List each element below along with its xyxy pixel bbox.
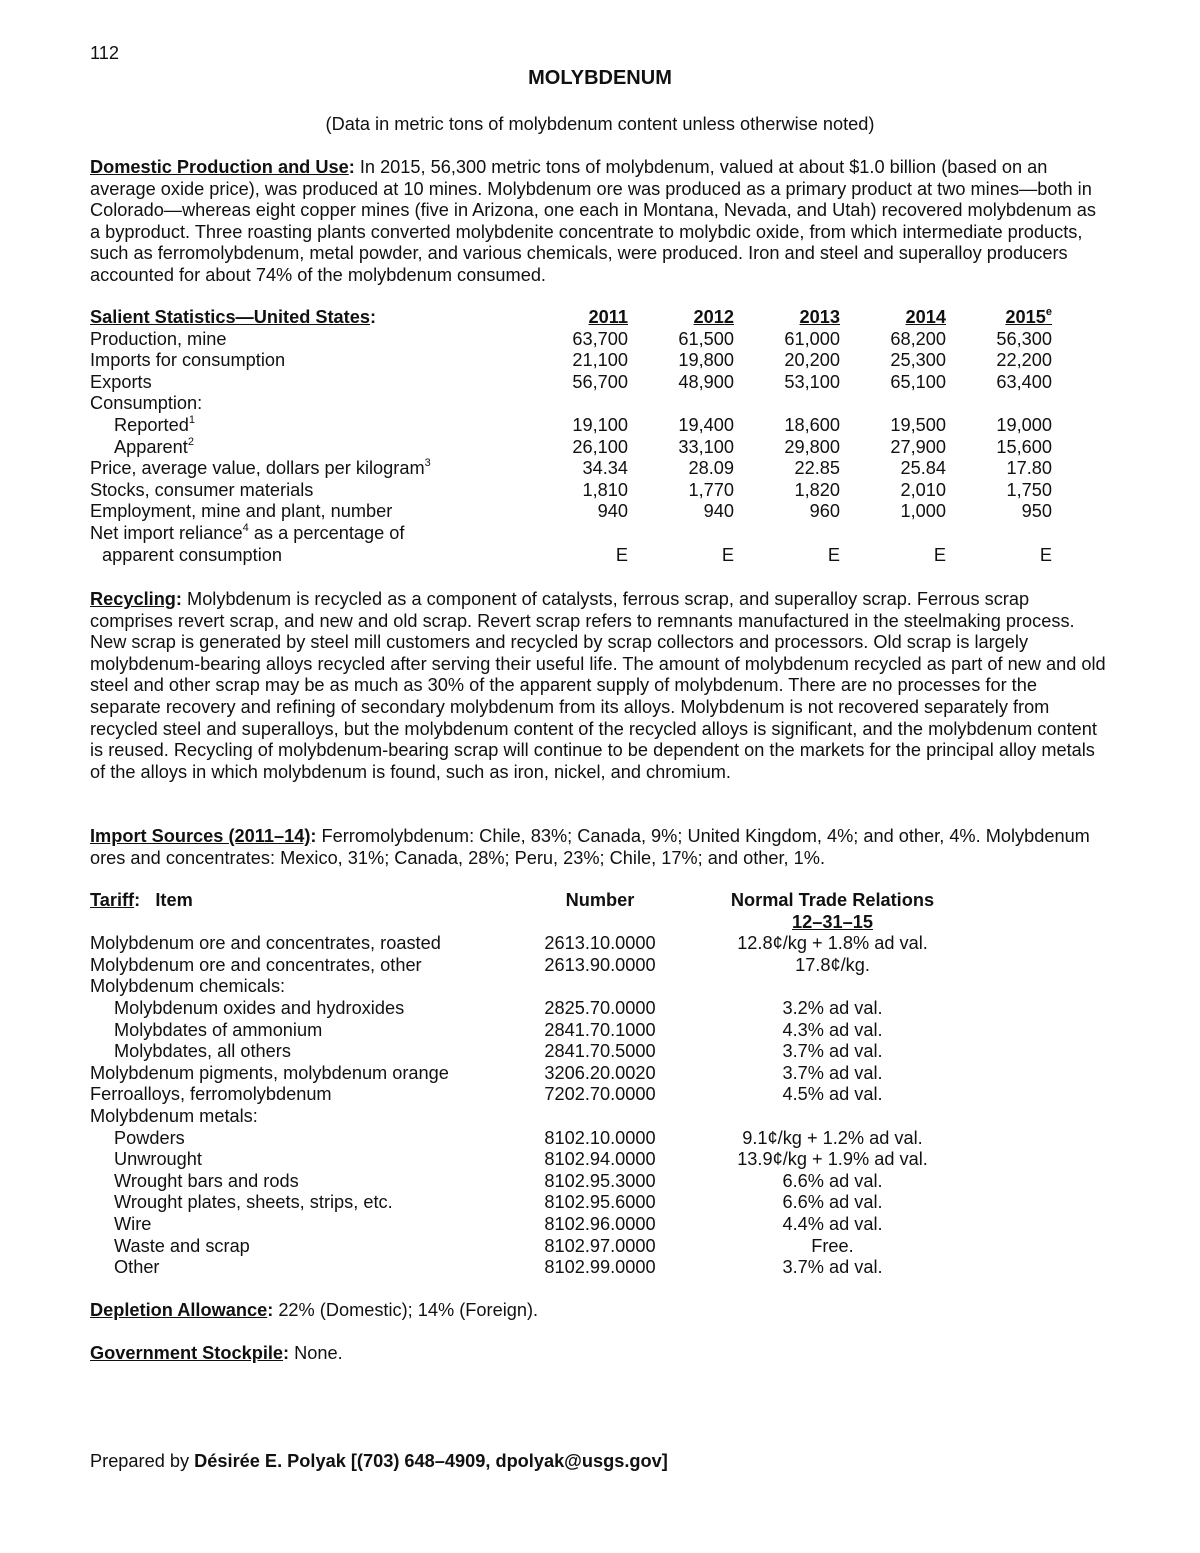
prepared-by-prefix: Prepared by: [90, 1451, 190, 1471]
tariff-number: 8102.10.0000: [544, 1127, 656, 1148]
tariff-number: 2613.90.0000: [544, 954, 656, 975]
salient-row: [90, 415, 1052, 437]
stat-value: 26,100: [572, 436, 628, 457]
year-header: 2015e: [1005, 305, 1052, 327]
year-header: 2011: [588, 307, 628, 327]
tariff-row: [90, 1063, 975, 1085]
row-label: Production, mine: [90, 328, 227, 349]
tariff-row: [90, 1041, 975, 1063]
tariff-rate: 3.7% ad val.: [782, 1257, 883, 1278]
page-number: 112: [90, 43, 119, 63]
footnote-marker: 2: [187, 435, 194, 448]
stat-value: 1,810: [582, 479, 628, 500]
tariff-rate: 13.9¢/kg + 1.9% ad val.: [737, 1149, 928, 1170]
stat-value: 25.84: [900, 458, 946, 479]
tariff-item: Molybdenum metals:: [90, 1105, 258, 1126]
tariff-rate: 3.7% ad val.: [782, 1041, 883, 1062]
domestic-section: Domestic Production and Use: In 2015, 56,300 metric tons of molybdenum, valued at about $1.0 billion (based on an average oxide price), was produced at 10 mines. Molybdenum ore was produced as a primary product at two mines—both in Colorado—whereas eight copper mines (five in Arizona, one each in Montana, Nevada, and Utah) recovered molybdenum as a byproduct. Three roasting plants converted molybdenite concentrate to molybdic oxide, from which intermediate products, such as ferromolybdenum, metal powder, and various chemicals, were produced. Iron and steel and superalloy producers accounted for about 74% of the molybdenum consumed.: [90, 157, 1096, 285]
stat-value: [840, 393, 946, 415]
salient-row: [90, 437, 1052, 459]
stat-value: 53,100: [784, 371, 840, 392]
footnote-marker: 4: [242, 521, 249, 534]
salient-heading: Salient Statistics—United States: [90, 307, 370, 327]
tariff-number: 3206.20.0020: [544, 1062, 656, 1083]
row-label: Exports: [90, 371, 152, 392]
stat-value: 27,900: [890, 436, 946, 457]
stat-value: 1,000: [900, 501, 946, 522]
stat-value: 63,700: [572, 328, 628, 349]
stat-value: [946, 523, 1052, 545]
row-label: apparent consumption: [102, 544, 282, 565]
tariff-number: 7202.70.0000: [544, 1084, 656, 1105]
tariff-rate: Free.: [811, 1235, 854, 1256]
tariff-item: Wrought plates, sheets, strips, etc.: [114, 1192, 393, 1213]
tariff-item: Molybdenum pigments, molybdenum orange: [90, 1062, 449, 1083]
tariff-rate: 3.2% ad val.: [782, 997, 883, 1018]
salient-header-row: Salient Statistics—United States: 2011 2012 2013 2014 2015e: [90, 305, 1052, 327]
row-label-tail: as a percentage of: [248, 522, 405, 543]
stat-value: 61,500: [678, 328, 734, 349]
depletion-section: Depletion Allowance: 22% (Domestic); 14% (Foreign).: [90, 1300, 539, 1320]
tariff-row: [90, 1128, 975, 1150]
stat-value: 28.09: [688, 458, 734, 479]
stat-value: [734, 523, 840, 545]
stat-value: E: [933, 544, 946, 565]
row-label: Reported: [114, 414, 189, 435]
tariff-item: Molybdenum oxides and hydroxides: [114, 997, 405, 1018]
tariff-number: 2825.70.0000: [544, 997, 656, 1018]
tariff-rate: 17.8¢/kg.: [795, 954, 870, 975]
stat-value: 65,100: [890, 371, 946, 392]
tariff-rate: 9.1¢/kg + 1.2% ad val.: [742, 1127, 923, 1148]
stat-value: 63,400: [996, 371, 1052, 392]
stat-value: E: [1039, 544, 1052, 565]
year-header: 2013: [799, 307, 840, 327]
salient-row: [90, 393, 1052, 415]
tariff-table: [90, 890, 975, 1279]
tariff-number: [510, 1106, 690, 1128]
tariff-number: 8102.97.0000: [544, 1235, 656, 1256]
tariff-item: Wrought bars and rods: [114, 1170, 299, 1191]
prepared-by: [90, 1451, 668, 1473]
stat-value: 68,200: [890, 328, 946, 349]
stat-value: 950: [1021, 501, 1052, 522]
tariff-item: Other: [114, 1257, 160, 1278]
tariff-number: 2613.10.0000: [544, 933, 656, 954]
tariff-rate: 3.7% ad val.: [782, 1062, 883, 1083]
tariff-item: Molybdates, all others: [114, 1041, 291, 1062]
domestic-text: In 2015, 56,300 metric tons of molybdenum, valued at about $1.0 billion (based on an average oxide price), was produced at 10 mines. Molybdenum ore was produced as a primary product at two mines—both in Colorado—whereas eight copper mines (five in Arizona, one each in Montana, Nevada, and Utah) recovered molybdenum as a byproduct. Three roasting plants converted molybdenite concentrate to molybdic oxide, from which intermediate products, such as ferromolybdenum, metal powder, and various chemicals, were produced. Iron and steel and superalloy producers accounted for about 74% of the molybdenum consumed.: [90, 157, 1096, 285]
tariff-item: Waste and scrap: [114, 1235, 250, 1256]
stat-value: [840, 523, 946, 545]
tariff-item: Molybdenum chemicals:: [90, 976, 286, 997]
stat-value: E: [827, 544, 840, 565]
tariff-rate: [690, 976, 975, 998]
salient-row: [90, 458, 1052, 480]
stat-value: 19,400: [678, 414, 734, 435]
tariff-item: Wire: [114, 1213, 152, 1234]
tariff-heading: Tariff: [90, 890, 135, 910]
tariff-row: [90, 1149, 975, 1171]
tariff-number: 2841.70.1000: [544, 1019, 656, 1040]
stat-value: 1,770: [688, 479, 734, 500]
salient-row: [90, 350, 1052, 372]
tariff-row: [90, 998, 975, 1020]
stat-value: 21,100: [572, 350, 628, 371]
tariff-date-row: [90, 912, 975, 934]
stat-value: 15,600: [996, 436, 1052, 457]
stat-value: [540, 393, 628, 415]
stat-value: 22,200: [996, 350, 1052, 371]
stat-value: 48,900: [678, 371, 734, 392]
salient-row: [90, 372, 1052, 394]
ntr-date: 12–31–15: [792, 911, 873, 932]
salient-statistics-table: [90, 307, 1052, 566]
stat-value: 940: [597, 501, 628, 522]
tariff-rate: 4.5% ad val.: [782, 1084, 883, 1105]
stat-value: 61,000: [784, 328, 840, 349]
tariff-rate: 4.3% ad val.: [782, 1019, 883, 1040]
stat-value: 19,800: [678, 350, 734, 371]
row-label: Price, average value, dollars per kilogram: [90, 458, 425, 479]
depletion-heading: Depletion Allowance: [90, 1300, 268, 1320]
salient-row: [90, 329, 1052, 351]
salient-row: [90, 523, 1052, 545]
import-sources-text: Ferromolybdenum: Chile, 83%; Canada, 9%; United Kingdom, 4%; and other, 4%. Molybdenum ores and concentrates: Mexico, 31%; Canada, 28%; Peru, 23%; Chile, 17%; and other, 1%.: [90, 826, 1090, 868]
tariff-row: [90, 1106, 975, 1128]
tariff-rate: 12.8¢/kg + 1.8% ad val.: [737, 933, 928, 954]
footnote-marker: 3: [424, 457, 431, 470]
tariff-item: Molybdenum ore and concentrates, roasted: [90, 933, 441, 954]
tariff-item: Molybdenum ore and concentrates, other: [90, 954, 422, 975]
tariff-rate: 4.4% ad val.: [782, 1213, 883, 1234]
salient-row: [90, 545, 1052, 567]
tariff-number: 8102.95.6000: [544, 1192, 656, 1213]
row-label: Net import reliance: [90, 522, 243, 543]
import-sources-heading: Import Sources (2011–14): [90, 826, 311, 846]
tariff-row: [90, 1214, 975, 1236]
tariff-item: Molybdates of ammonium: [114, 1019, 323, 1040]
row-label: Imports for consumption: [90, 350, 286, 371]
row-label: Apparent: [114, 436, 188, 457]
year-header: 2012: [693, 307, 734, 327]
tariff-number: 2841.70.5000: [544, 1041, 656, 1062]
stat-value: 56,300: [996, 328, 1052, 349]
tariff-row: [90, 1257, 975, 1279]
recycling-text: Molybdenum is recycled as a component of catalysts, ferrous scrap, and superalloy scrap. Ferrous scrap comprises revert scrap, and new and old scrap. Revert scrap refers to remnants manufactured in the steelmaking process. New scrap is generated by steel mill customers and recycled by scrap collectors and processors. Old scrap is largely molybdenum-bearing alloys recycled after serving their useful life. The amount of molybdenum recycled as part of new and old steel and other scrap may be as much as 30% of the apparent supply of molybdenum. There are no processes for the separate recovery and refining of secondary molybdenum from its alloys. Molybdenum is not recovered separately from recycled steel and superalloys, but the molybdenum content of the recycled alloys is significant, and the molybdenum content is reused. Recycling of molybdenum-bearing scrap will continue to be dependent on the markets for the principal alloy metals of the alloys in which molybdenum is found, such as iron, nickel, and chromium.: [90, 589, 1106, 782]
stat-value: 20,200: [784, 350, 840, 371]
stockpile-heading: Government Stockpile: [90, 1343, 284, 1363]
stat-value: 19,500: [890, 414, 946, 435]
row-label: Consumption:: [90, 393, 203, 414]
tariff-row: [90, 1192, 975, 1214]
tariff-rate: [690, 1106, 975, 1128]
tariff-number: 8102.95.3000: [544, 1170, 656, 1191]
page-title: MOLYBDENUM: [528, 67, 672, 89]
domestic-heading: Domestic Production and Use: [90, 157, 349, 177]
stat-value: E: [615, 544, 628, 565]
tariff-item: Unwrought: [114, 1149, 202, 1170]
stat-value: [628, 523, 734, 545]
stat-value: 1,820: [794, 479, 840, 500]
stockpile-section: Government Stockpile: None.: [90, 1343, 343, 1363]
import-sources-section: Import Sources (2011–14): Ferromolybdenum: Chile, 83%; Canada, 9%; United Kingdom, 4%; and other, 4%. Molybdenum ores and concentrates: Mexico, 31%; Canada, 28%; Peru, 23%; Chile, 17%; and other, 1%.: [90, 826, 1090, 868]
ntr-header: Normal Trade Relations: [730, 890, 935, 910]
tariff-rate: 6.6% ad val.: [782, 1192, 883, 1213]
tariff-number: 8102.94.0000: [544, 1149, 656, 1170]
row-label: Employment, mine and plant, number: [90, 501, 393, 522]
recycling-section: Recycling: Molybdenum is recycled as a component of catalysts, ferrous scrap, and superalloy scrap. Ferrous scrap comprises revert scrap, and new and old scrap. Revert scrap refers to remnants manufactured in the steelmaking process. New scrap is generated by steel mill customers and recycled by scrap collectors and processors. Old scrap is largely molybdenum-bearing alloys recycled after serving their useful life. The amount of molybdenum recycled as part of new and old steel and other scrap may be as much as 30% of the apparent supply of molybdenum. There are no processes for the separate recovery and refining of secondary molybdenum from its alloys. Molybdenum is not recovered separately from recycled steel and superalloys, but the molybdenum content of the recycled alloys is significant, and the molybdenum content is reused. Recycling of molybdenum-bearing scrap will continue to be dependent on the markets for the principal alloy metals of the alloys in which molybdenum is found, such as iron, nickel, and chromium.: [90, 589, 1106, 782]
tariff-row: [90, 1236, 975, 1258]
page-subtitle: (Data in metric tons of molybdenum content unless otherwise noted): [325, 114, 875, 134]
stat-value: E: [721, 544, 734, 565]
stat-value: 29,800: [784, 436, 840, 457]
tariff-row: [90, 976, 975, 998]
tariff-number: [510, 976, 690, 998]
stat-value: [628, 393, 734, 415]
stat-value: 56,700: [572, 371, 628, 392]
depletion-text: 22% (Domestic); 14% (Foreign).: [278, 1300, 539, 1320]
tariff-rate: 6.6% ad val.: [782, 1170, 883, 1191]
stat-value: 19,000: [996, 414, 1052, 435]
stat-value: 960: [809, 501, 840, 522]
stat-value: 17.80: [1006, 458, 1052, 479]
number-header: Number: [565, 890, 635, 910]
stat-value: 18,600: [784, 414, 840, 435]
stat-value: 22.85: [794, 458, 840, 479]
item-header: Item: [155, 890, 193, 910]
tariff-row: [90, 1171, 975, 1193]
tariff-row: [90, 955, 975, 977]
footnote-marker: 1: [188, 413, 195, 426]
stat-value: 1,750: [1006, 479, 1052, 500]
stat-value: [946, 393, 1052, 415]
tariff-number: 8102.96.0000: [544, 1213, 656, 1234]
tariff-item: Ferroalloys, ferromolybdenum: [90, 1084, 332, 1105]
estimate-superscript: e: [1045, 305, 1052, 318]
stat-value: 19,100: [572, 414, 628, 435]
stat-value: [734, 393, 840, 415]
tariff-row: [90, 1084, 975, 1106]
salient-row: [90, 501, 1052, 523]
stat-value: 2,010: [900, 479, 946, 500]
stockpile-text: None.: [294, 1343, 343, 1363]
tariff-number: 8102.99.0000: [544, 1257, 656, 1278]
tariff-row: [90, 933, 975, 955]
row-label: Stocks, consumer materials: [90, 479, 314, 500]
tariff-row: [90, 1020, 975, 1042]
salient-row: [90, 480, 1052, 502]
stat-value: [540, 523, 628, 545]
stat-value: 940: [703, 501, 734, 522]
tariff-header-row: Tariff: Item Number Normal Trade Relations: [90, 890, 975, 912]
stat-value: 34.34: [582, 458, 628, 479]
tariff-item: Powders: [114, 1127, 185, 1148]
stat-value: 25,300: [890, 350, 946, 371]
stat-value: 33,100: [678, 436, 734, 457]
author-contact: Désirée E. Polyak [(703) 648–4909, dpolyak@usgs.gov]: [194, 1451, 668, 1471]
year-header: 2014: [905, 307, 946, 327]
recycling-heading: Recycling: [90, 589, 176, 609]
